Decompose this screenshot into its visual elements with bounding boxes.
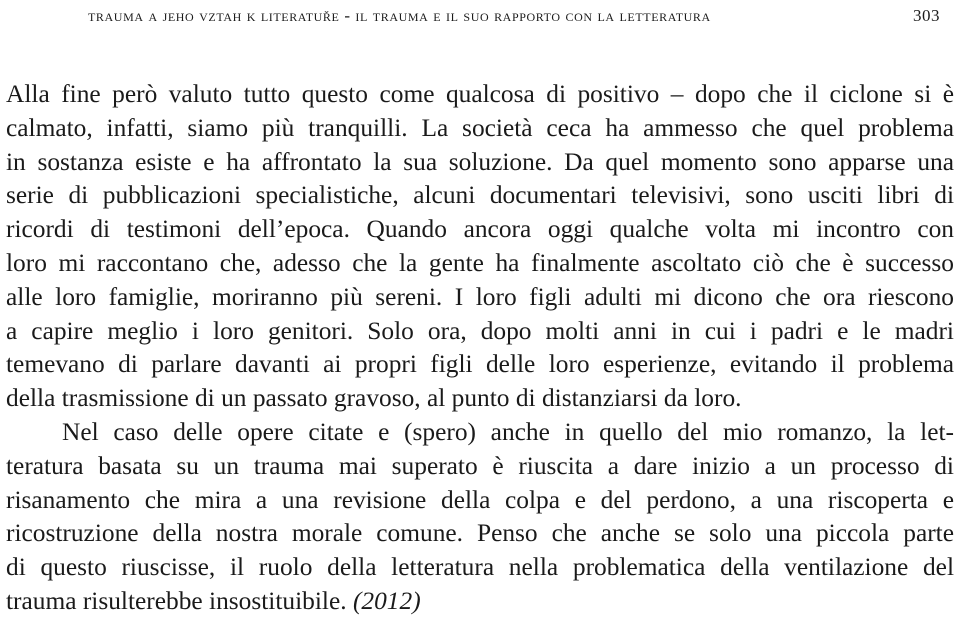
text-line: di questo riuscisse, il ruolo della letteratura nella problematica della ventilazione del <box>6 553 954 582</box>
body-text <box>6 78 954 619</box>
text-line: ricordi di testimoni dell’epoca. Quando ancora oggi qualche volta mi incontro con <box>6 215 954 244</box>
text-line: teratura basata su un trauma mai superato è riuscita a dare inizio a un processo di <box>6 451 954 480</box>
text-line: temevano di parlare davanti ai propri figli delle loro esperienze, evitando il problema <box>6 350 954 379</box>
text-line: ricostruzione della nostra morale comune. Penso che anche se solo una piccola parte <box>6 519 954 548</box>
text-line: della trasmissione di un passato gravoso, al punto di distanziarsi da loro. <box>6 384 742 413</box>
text-line: in sostanza esiste e ha affrontato la sua soluzione. Da quel momento sono apparse una <box>6 147 954 176</box>
text-line: Nel caso delle opere citate e (spero) anche in quello del mio romanzo, la let- <box>62 417 954 446</box>
paragraph-2 <box>6 416 954 619</box>
final-sentence: trauma risulterebbe insostituibile. <box>6 586 347 615</box>
text-line: risanamento che mira a una revisione della colpa e del perdono, a una riscoperta e <box>6 485 954 514</box>
text-line: Alla fine però valuto tutto questo come qualcosa di positivo – dopo che il ciclone si è <box>6 80 954 108</box>
page-number: 303 <box>913 6 940 25</box>
paragraph-1 <box>6 78 954 416</box>
running-head <box>88 6 940 26</box>
text-line: a capire meglio i loro genitori. Solo ora, dopo molti anni in cui i padri e le madri <box>6 316 954 345</box>
text-line: serie di pubblicazioni specialistiche, alcuni documentari televisivi, sono usciti libri di <box>6 181 954 210</box>
text-line: calmato, infatti, siamo più tranquilli. La società ceca ha ammesso che quel problema <box>6 113 954 142</box>
text-line-final <box>6 585 954 619</box>
text-line: alle loro famiglie, moriranno più sereni. I loro figli adulti mi dicono che ora riescono <box>6 282 954 311</box>
closing-date: (2012) <box>352 586 421 615</box>
text-line: loro mi raccontano che, adesso che la gente ha finalmente ascoltato ciò che è successo <box>6 248 954 277</box>
running-title: trauma a jeho vztah k literatuře - il trauma e il suo rapporto con la letteratura <box>88 6 711 25</box>
